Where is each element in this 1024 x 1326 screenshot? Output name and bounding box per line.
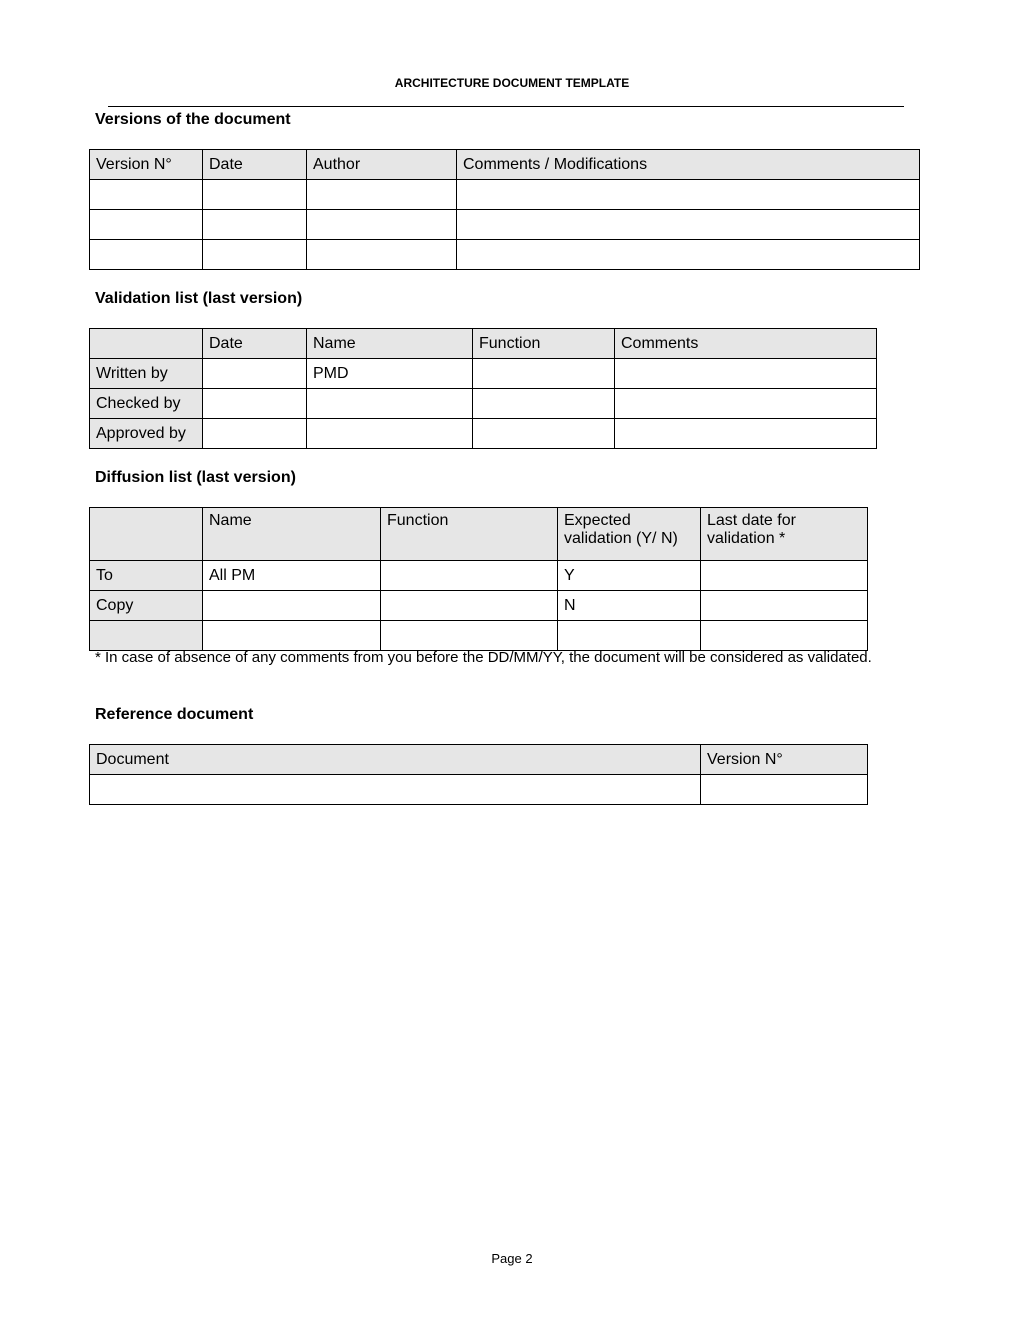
table-cell[interactable]	[203, 621, 381, 651]
table-row	[90, 561, 868, 591]
table-row	[90, 210, 920, 240]
diffusion-table	[89, 507, 868, 651]
versions-section-title: Versions of the document	[95, 111, 291, 128]
validation-header-cell: Date	[203, 329, 307, 359]
versions-header-cell: Version N°	[90, 150, 203, 180]
table-row	[90, 591, 868, 621]
table-cell[interactable]	[307, 389, 473, 419]
diffusion-header-cell: Last date for validation *	[701, 508, 868, 561]
table-cell[interactable]	[90, 210, 203, 240]
table-cell[interactable]	[307, 180, 457, 210]
table-row	[90, 621, 868, 651]
document-header-title: ARCHITECTURE DOCUMENT TEMPLATE	[394, 76, 630, 90]
reference-section-title: Reference document	[95, 706, 254, 723]
table-cell[interactable]: All PM	[203, 561, 381, 591]
table-cell[interactable]	[307, 419, 473, 449]
table-cell[interactable]	[615, 359, 877, 389]
table-cell[interactable]	[90, 240, 203, 270]
diffusion-header-row	[90, 508, 868, 561]
validation-header-cell: Comments	[615, 329, 877, 359]
table-row	[90, 775, 868, 805]
table-cell[interactable]	[457, 210, 920, 240]
table-cell[interactable]	[473, 389, 615, 419]
table-cell[interactable]	[457, 240, 920, 270]
table-cell[interactable]	[203, 180, 307, 210]
table-row	[90, 180, 920, 210]
table-cell[interactable]	[701, 621, 868, 651]
table-cell[interactable]	[473, 359, 615, 389]
table-cell[interactable]	[473, 419, 615, 449]
validation-section-title: Validation list (last version)	[95, 290, 303, 307]
table-cell[interactable]	[203, 389, 307, 419]
reference-header-row	[90, 745, 868, 775]
table-cell[interactable]: N	[558, 591, 701, 621]
diffusion-header-cell: Function	[381, 508, 558, 561]
table-row	[90, 240, 920, 270]
table-cell[interactable]	[615, 419, 877, 449]
row-label-copy: Copy	[90, 591, 203, 621]
diffusion-header-cell: Expected validation (Y/ N)	[558, 508, 701, 561]
diffusion-header-cell: Name	[203, 508, 381, 561]
table-cell[interactable]	[203, 359, 307, 389]
table-row	[90, 359, 877, 389]
table-cell[interactable]	[381, 591, 558, 621]
table-cell[interactable]	[701, 775, 868, 805]
table-row	[90, 389, 877, 419]
validation-table	[89, 328, 877, 449]
versions-header-row	[90, 150, 920, 180]
table-cell[interactable]: PMD	[307, 359, 473, 389]
table-cell[interactable]	[90, 775, 701, 805]
table-cell[interactable]	[90, 180, 203, 210]
table-cell[interactable]	[381, 621, 558, 651]
table-cell[interactable]	[701, 591, 868, 621]
versions-header-cell: Author	[307, 150, 457, 180]
validation-header-cell: Name	[307, 329, 473, 359]
versions-header-cell: Date	[203, 150, 307, 180]
table-cell[interactable]	[615, 389, 877, 419]
versions-table	[89, 149, 920, 270]
reference-table	[89, 744, 868, 805]
table-cell[interactable]	[203, 210, 307, 240]
reference-header-cell: Document	[90, 745, 701, 775]
row-label-approved-by: Approved by	[90, 419, 203, 449]
table-cell[interactable]: Y	[558, 561, 701, 591]
row-label-written-by: Written by	[90, 359, 203, 389]
validation-header-cell: Function	[473, 329, 615, 359]
table-row	[90, 419, 877, 449]
diffusion-header-cell	[90, 508, 203, 561]
diffusion-section-title: Diffusion list (last version)	[95, 469, 296, 486]
row-label-to: To	[90, 561, 203, 591]
table-cell[interactable]	[701, 561, 868, 591]
versions-header-cell: Comments / Modifications	[457, 150, 920, 180]
header-divider	[108, 106, 904, 107]
table-cell[interactable]	[203, 419, 307, 449]
validation-header-row	[90, 329, 877, 359]
page-number: Page 2	[491, 1251, 533, 1266]
validation-header-cell	[90, 329, 203, 359]
reference-header-cell: Version N°	[701, 745, 868, 775]
diffusion-footnote: * In case of absence of any comments from you before the DD/MM/YY, the document will be considered as validated.	[95, 649, 872, 666]
table-cell[interactable]	[307, 210, 457, 240]
table-cell[interactable]	[203, 591, 381, 621]
table-cell[interactable]	[307, 240, 457, 270]
table-cell[interactable]	[381, 561, 558, 591]
row-label-checked-by: Checked by	[90, 389, 203, 419]
table-cell[interactable]	[203, 240, 307, 270]
table-cell[interactable]	[558, 621, 701, 651]
table-cell[interactable]	[457, 180, 920, 210]
row-label-empty	[90, 621, 203, 651]
